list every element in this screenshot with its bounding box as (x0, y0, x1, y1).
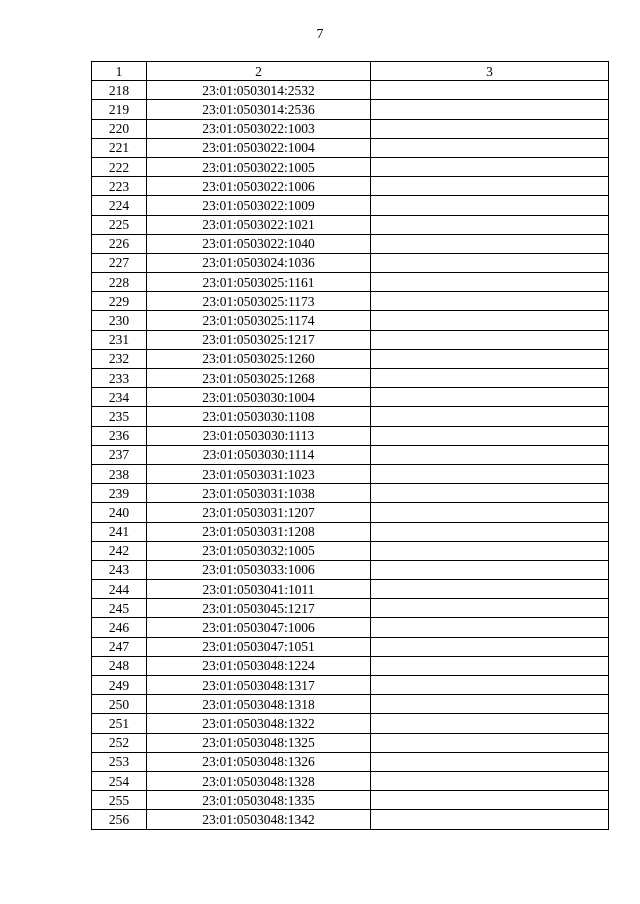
column-header-2: 2 (147, 62, 371, 81)
column-header-1: 1 (92, 62, 147, 81)
cadastral-number-cell: 23:01:0503048:1342 (147, 810, 371, 829)
table-header (92, 62, 609, 81)
row-number-cell: 221 (92, 138, 147, 157)
row-number-cell: 226 (92, 234, 147, 253)
cadastral-number-cell: 23:01:0503048:1335 (147, 791, 371, 810)
table-row (92, 388, 609, 407)
note-cell (371, 580, 609, 599)
cadastral-number-cell: 23:01:0503031:1023 (147, 464, 371, 483)
note-cell (371, 234, 609, 253)
table-row (92, 311, 609, 330)
row-number-cell: 250 (92, 695, 147, 714)
table-row (92, 369, 609, 388)
table-row (92, 618, 609, 637)
note-cell (371, 349, 609, 368)
note-cell (371, 100, 609, 119)
table-row (92, 637, 609, 656)
note-cell (371, 637, 609, 656)
table-row (92, 580, 609, 599)
table-row (92, 560, 609, 579)
cadastral-number-cell: 23:01:0503045:1217 (147, 599, 371, 618)
table-row (92, 253, 609, 272)
cadastral-number-cell: 23:01:0503022:1021 (147, 215, 371, 234)
cadastral-number-cell: 23:01:0503047:1006 (147, 618, 371, 637)
table-row (92, 215, 609, 234)
cadastral-number-cell: 23:01:0503047:1051 (147, 637, 371, 656)
table-row (92, 273, 609, 292)
note-cell (371, 484, 609, 503)
cadastral-number-cell: 23:01:0503032:1005 (147, 541, 371, 560)
table-body (92, 81, 609, 829)
note-cell (371, 618, 609, 637)
note-cell (371, 273, 609, 292)
note-cell (371, 407, 609, 426)
row-number-cell: 227 (92, 253, 147, 272)
cadastral-number-cell: 23:01:0503025:1161 (147, 273, 371, 292)
note-cell (371, 215, 609, 234)
cadastral-number-cell: 23:01:0503048:1322 (147, 714, 371, 733)
cadastral-number-cell: 23:01:0503048:1326 (147, 752, 371, 771)
row-number-cell: 243 (92, 560, 147, 579)
header-row (92, 62, 609, 81)
cadastral-number-cell: 23:01:0503031:1038 (147, 484, 371, 503)
table-row (92, 81, 609, 100)
table-row (92, 676, 609, 695)
cadastral-number-cell: 23:01:0503022:1004 (147, 138, 371, 157)
cadastral-number-cell: 23:01:0503031:1207 (147, 503, 371, 522)
cadastral-number-cell: 23:01:0503025:1268 (147, 369, 371, 388)
note-cell (371, 292, 609, 311)
cadastral-number-cell: 23:01:0503033:1006 (147, 560, 371, 579)
note-cell (371, 599, 609, 618)
row-number-cell: 255 (92, 791, 147, 810)
row-number-cell: 256 (92, 810, 147, 829)
row-number-cell: 244 (92, 580, 147, 599)
row-number-cell: 219 (92, 100, 147, 119)
note-cell (371, 426, 609, 445)
row-number-cell: 252 (92, 733, 147, 752)
row-number-cell: 220 (92, 119, 147, 138)
table-row (92, 349, 609, 368)
row-number-cell: 233 (92, 369, 147, 388)
note-cell (371, 560, 609, 579)
row-number-cell: 239 (92, 484, 147, 503)
cadastral-number-cell: 23:01:0503025:1260 (147, 349, 371, 368)
table-row (92, 656, 609, 675)
note-cell (371, 138, 609, 157)
note-cell (371, 369, 609, 388)
row-number-cell: 232 (92, 349, 147, 368)
note-cell (371, 733, 609, 752)
row-number-cell: 218 (92, 81, 147, 100)
row-number-cell: 223 (92, 177, 147, 196)
cadastral-number-cell: 23:01:0503022:1005 (147, 157, 371, 176)
row-number-cell: 222 (92, 157, 147, 176)
table-row (92, 752, 609, 771)
row-number-cell: 248 (92, 656, 147, 675)
table-row (92, 771, 609, 790)
note-cell (371, 522, 609, 541)
note-cell (371, 81, 609, 100)
cadastral-number-cell: 23:01:0503030:1004 (147, 388, 371, 407)
row-number-cell: 228 (92, 273, 147, 292)
table-row (92, 445, 609, 464)
note-cell (371, 771, 609, 790)
cadastral-number-cell: 23:01:0503048:1325 (147, 733, 371, 752)
table-row (92, 484, 609, 503)
row-number-cell: 251 (92, 714, 147, 733)
cadastral-number-cell: 23:01:0503025:1217 (147, 330, 371, 349)
row-number-cell: 234 (92, 388, 147, 407)
cadastral-number-cell: 23:01:0503030:1114 (147, 445, 371, 464)
registry-table (91, 61, 609, 830)
table-row (92, 292, 609, 311)
cadastral-number-cell: 23:01:0503031:1208 (147, 522, 371, 541)
note-cell (371, 714, 609, 733)
table-row (92, 330, 609, 349)
table-row (92, 407, 609, 426)
row-number-cell: 231 (92, 330, 147, 349)
row-number-cell: 229 (92, 292, 147, 311)
table-row (92, 695, 609, 714)
note-cell (371, 810, 609, 829)
note-cell (371, 541, 609, 560)
note-cell (371, 445, 609, 464)
row-number-cell: 253 (92, 752, 147, 771)
cadastral-number-cell: 23:01:0503014:2536 (147, 100, 371, 119)
cadastral-number-cell: 23:01:0503030:1108 (147, 407, 371, 426)
note-cell (371, 119, 609, 138)
table-row (92, 733, 609, 752)
table-row (92, 138, 609, 157)
cadastral-number-cell: 23:01:0503048:1317 (147, 676, 371, 695)
table-row (92, 177, 609, 196)
row-number-cell: 242 (92, 541, 147, 560)
table-row (92, 196, 609, 215)
cadastral-number-cell: 23:01:0503022:1009 (147, 196, 371, 215)
row-number-cell: 246 (92, 618, 147, 637)
table-row (92, 599, 609, 618)
row-number-cell: 247 (92, 637, 147, 656)
cadastral-number-cell: 23:01:0503030:1113 (147, 426, 371, 445)
row-number-cell: 230 (92, 311, 147, 330)
column-header-3: 3 (371, 62, 609, 81)
note-cell (371, 676, 609, 695)
cadastral-number-cell: 23:01:0503025:1173 (147, 292, 371, 311)
table-row (92, 810, 609, 829)
note-cell (371, 656, 609, 675)
row-number-cell: 237 (92, 445, 147, 464)
cadastral-number-cell: 23:01:0503022:1006 (147, 177, 371, 196)
cadastral-number-cell: 23:01:0503048:1318 (147, 695, 371, 714)
row-number-cell: 235 (92, 407, 147, 426)
table-row (92, 464, 609, 483)
table-row (92, 522, 609, 541)
cadastral-number-cell: 23:01:0503025:1174 (147, 311, 371, 330)
table-row (92, 234, 609, 253)
table-row (92, 791, 609, 810)
note-cell (371, 503, 609, 522)
note-cell (371, 791, 609, 810)
row-number-cell: 245 (92, 599, 147, 618)
cadastral-number-cell: 23:01:0503014:2532 (147, 81, 371, 100)
cadastral-number-cell: 23:01:0503024:1036 (147, 253, 371, 272)
row-number-cell: 241 (92, 522, 147, 541)
note-cell (371, 330, 609, 349)
table-row (92, 100, 609, 119)
row-number-cell: 254 (92, 771, 147, 790)
table-row (92, 541, 609, 560)
row-number-cell: 225 (92, 215, 147, 234)
note-cell (371, 388, 609, 407)
cadastral-number-cell: 23:01:0503041:1011 (147, 580, 371, 599)
note-cell (371, 311, 609, 330)
cadastral-number-cell: 23:01:0503022:1040 (147, 234, 371, 253)
note-cell (371, 177, 609, 196)
cadastral-number-cell: 23:01:0503048:1328 (147, 771, 371, 790)
table-row (92, 157, 609, 176)
table-row (92, 426, 609, 445)
row-number-cell: 240 (92, 503, 147, 522)
cadastral-number-cell: 23:01:0503048:1224 (147, 656, 371, 675)
note-cell (371, 464, 609, 483)
row-number-cell: 238 (92, 464, 147, 483)
note-cell (371, 157, 609, 176)
table-row (92, 503, 609, 522)
table-row (92, 714, 609, 733)
row-number-cell: 249 (92, 676, 147, 695)
row-number-cell: 224 (92, 196, 147, 215)
page-number: 7 (316, 27, 324, 42)
note-cell (371, 752, 609, 771)
note-cell (371, 253, 609, 272)
cadastral-number-cell: 23:01:0503022:1003 (147, 119, 371, 138)
row-number-cell: 236 (92, 426, 147, 445)
note-cell (371, 196, 609, 215)
note-cell (371, 695, 609, 714)
table-row (92, 119, 609, 138)
